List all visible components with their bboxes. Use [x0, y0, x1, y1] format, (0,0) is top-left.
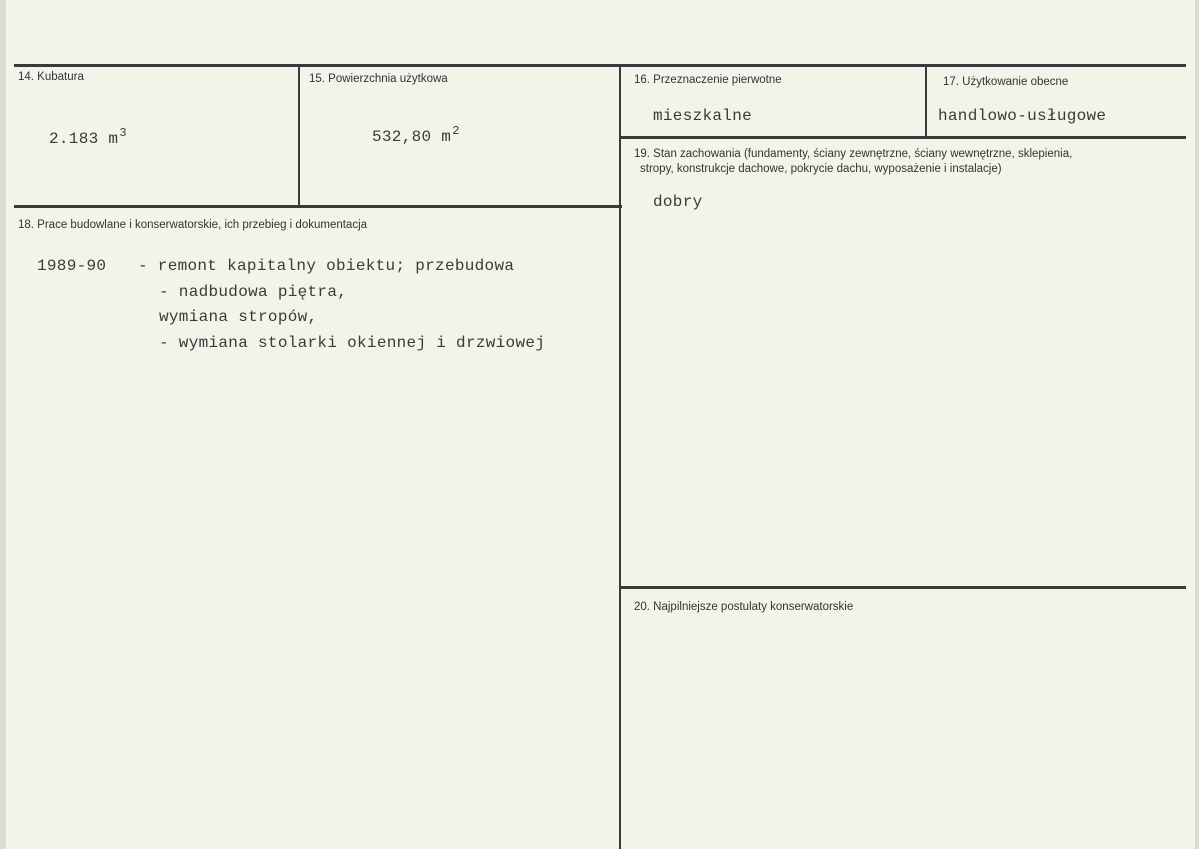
divider-16-17 [925, 64, 927, 138]
divider-14-15 [298, 64, 300, 207]
field-20-label: 20. Najpilniejsze postulaty konserwatorskie [634, 601, 854, 613]
top-rule [14, 64, 1186, 67]
field-18-line: - wymiana stolarki okiennej i drzwiowej [159, 334, 546, 352]
rule-below-14-15 [14, 205, 622, 208]
field-19-value: dobry [653, 193, 703, 211]
divider-left-right [619, 64, 621, 849]
field-17-value: handlowo-usługowe [938, 107, 1107, 125]
field-14-value: 2.183 $m^3$ [49, 126, 127, 148]
field-17-label: 17. Użytkowanie obecne [943, 76, 1069, 88]
field-16-label: 16. Przeznaczenie pierwotne [634, 74, 782, 86]
field-19-label: 19. Stan zachowania (fundamenty, ściany zewnętrzne, ściany wewnętrzne, sklepienia, [634, 148, 1073, 160]
field-18-line: - nadbudowa piętra, [159, 283, 348, 301]
rule-below-16-17 [620, 136, 1186, 139]
field-18-label: 18. Prace budowlane i konserwatorskie, ich przebieg i dokumentacja [18, 219, 368, 231]
field-15-exponent: 2 [452, 124, 460, 138]
field-14-exponent: 3 [119, 126, 127, 140]
field-18-line: wymiana stropów, [159, 308, 318, 326]
field-18-line: - remont kapitalny obiektu; przebudowa [138, 257, 515, 275]
field-15-label: 15. Powierzchnia użytkowa [309, 73, 448, 85]
field-16-value: mieszkalne [653, 107, 753, 125]
field-18-year: 1989-90 [37, 257, 107, 275]
scan-edge-left [0, 0, 6, 849]
field-19-label-cont: stropy, konstrukcje dachowe, pokrycie dachu, wyposażenie i instalacje) [640, 163, 1002, 175]
field-14-label: 14. Kubatura [18, 71, 84, 83]
scan-edge-right [1195, 0, 1199, 849]
rule-above-20 [620, 586, 1186, 589]
field-15-value: 532,80 $m^2$ [372, 124, 460, 146]
